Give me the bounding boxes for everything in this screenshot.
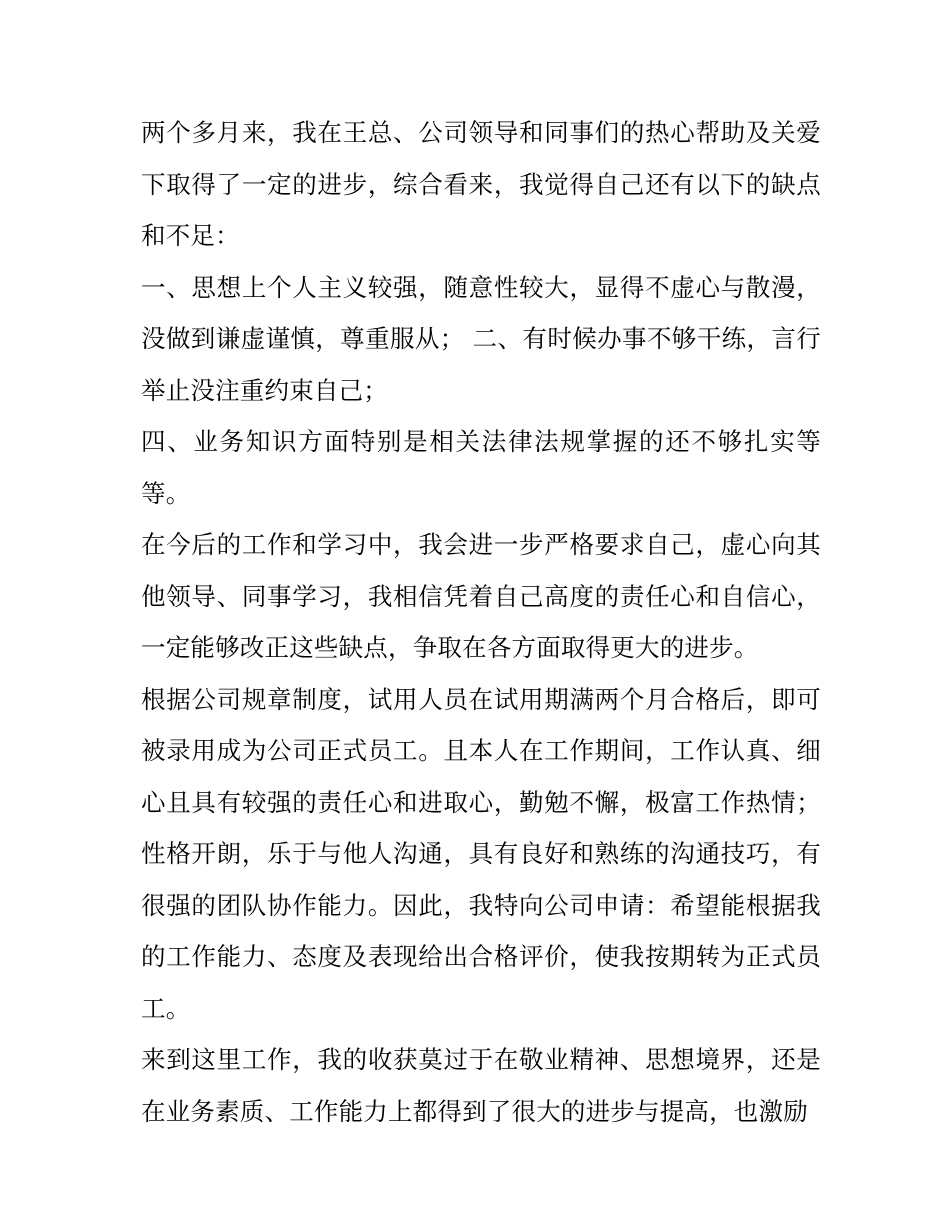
paragraph-regularization-request: 根据公司规章制度，试用人员在试用期满两个月合格后，即可被录用成为公司正式员工。且本人在工作期间，工作认真、细心且具有较强的责任心和进取心，勤勉不懈，极富工作热情；性格开朗，乐于与他人沟通，具有良好和熟练的沟通技巧，有很强的团队协作能力。因此，我特向公司申请：希望能根据我的工作能力、态度及表现给出合格评价，使我按期转为正式员工。: [141, 684, 821, 1023]
document-body: [141, 107, 821, 1137]
paragraph-progress-summary: 两个多月来，我在王总、公司领导和同事们的热心帮助及关爱下取得了一定的进步，综合看来，我觉得自己还有以下的缺点和不足：: [141, 118, 821, 250]
paragraph-shortcomings-1-2: 一、思想上个人主义较强，随意性较大，显得不虚心与散漫，没做到谦虚谨慎，尊重服从； 二、有时候办事不够干练，言行举止没注重约束自己；: [141, 272, 821, 405]
paragraph-future-plan: 在今后的工作和学习中，我会进一步严格要求自己，虚心向其他领导、同事学习，我相信凭着自己高度的责任心和自信心，一定能够改正这些缺点，争取在各方面取得更大的进步。: [141, 530, 821, 662]
paragraph-work-gains: 来到这里工作，我的收获莫过于在敬业精神、思想境界，还是在业务素质、工作能力上都得到了很大的进步与提高，也激励: [141, 1045, 821, 1126]
paragraph-shortcoming-4: 四、业务知识方面特别是相关法律法规掌握的还不够扎实等等。: [141, 427, 821, 508]
